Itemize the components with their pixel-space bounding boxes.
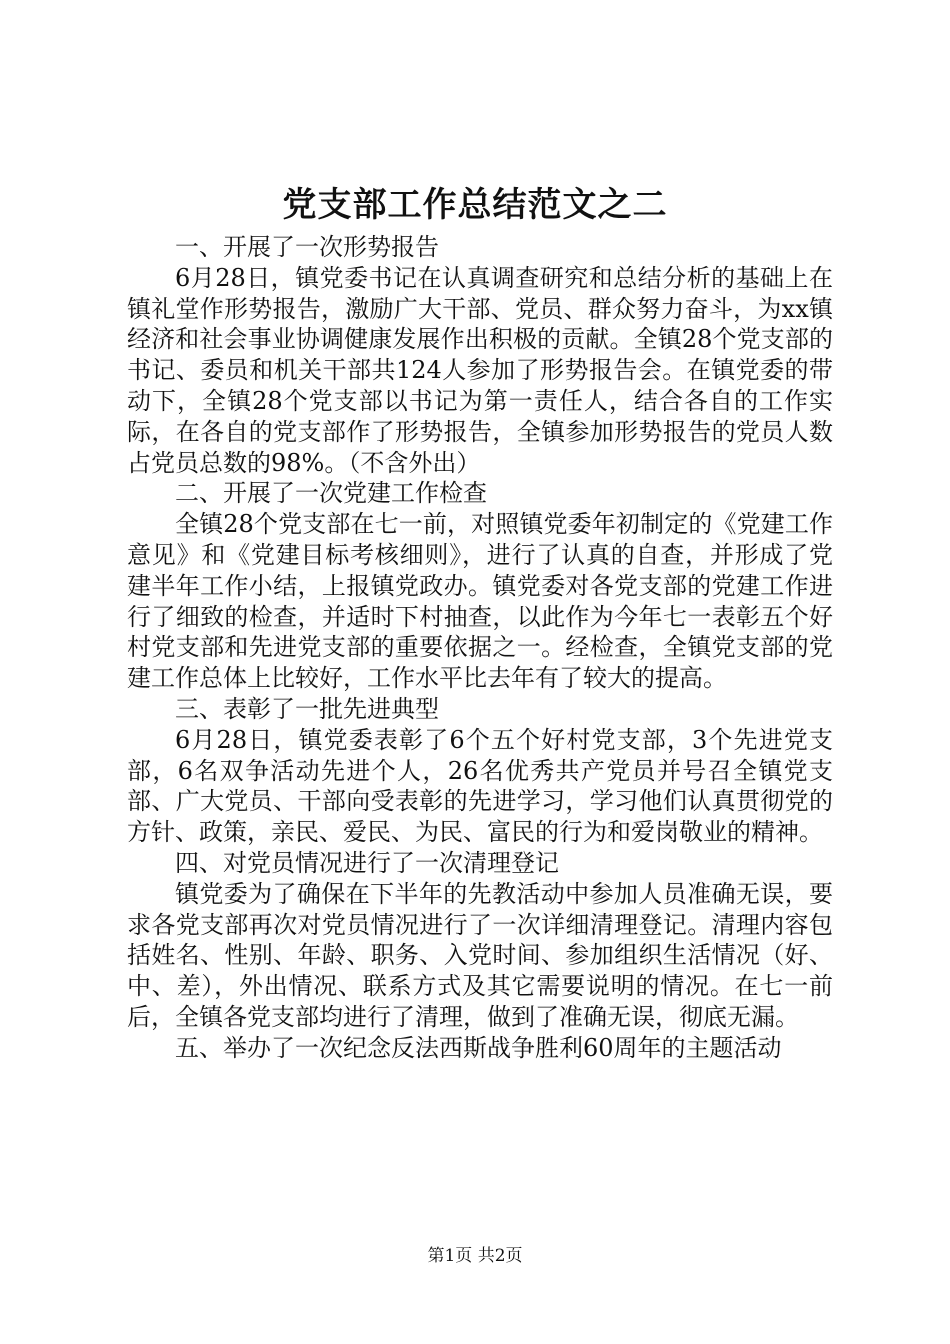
section-heading-4: 四、对党员情况进行了一次清理登记	[175, 848, 559, 877]
section-paragraph-2: 全镇28个党支部在七一前，对照镇党委年初制定的《党建工作意见》和《党建目标考核细则》，进行了认真的自查，并形成了党建半年工作小结，上报镇党政办。镇党委对各党支部的党建工作进行了细致的检查，并适时下村抽查，以此作为今年七一表彰五个好村党支部和先进党支部的重要依据之一。经检查，全镇党支部的党建工作总体上比较好，工作水平比去年有了较大的提高。	[127, 510, 833, 693]
section-heading-2: 二、开展了一次党建工作检查	[175, 479, 487, 508]
section-heading-1: 一、开展了一次形势报告	[175, 233, 439, 261]
page-footer: 第1页 共2页	[427, 1246, 523, 1266]
section-heading-5: 五、举办了一次纪念反法西斯战争胜利60周年的主题活动	[175, 1033, 782, 1062]
document-title: 党支部工作总结范文之二	[282, 185, 668, 225]
section-paragraph-1: 6月28日，镇党委书记在认真调查研究和总结分析的基础上在镇礼堂作形势报告，激励广大干部、党员、群众努力奋斗，为xx镇经济和社会事业协调健康发展作出积极的贡献。全镇28个党支部的书记、委员和机关干部共124人参加了形势报告会。在镇党委的带动下，全镇28个党支部以书记为第一责任人，结合各自的工作实际，在各自的党支部作了形势报告，全镇参加形势报告的党员人数占党员总数的98%。（不含外出）	[127, 263, 833, 477]
document-body	[127, 232, 833, 1064]
section-heading-3: 三、表彰了一批先进典型	[175, 694, 439, 723]
section-paragraph-3: 6月28日，镇党委表彰了6个五个好村党支部，3个先进党支部，6名双争活动先进个人，26名优秀共产党员并号召全镇党支部、广大党员、干部向受表彰的先进学习，学习他们认真贯彻党的方针、政策，亲民、爱民、为民、富民的行为和爱岗敬业的精神。	[127, 725, 833, 847]
section-paragraph-4: 镇党委为了确保在下半年的先教活动中参加人员准确无误，要求各党支部再次对党员情况进行了一次详细清理登记。清理内容包括姓名、性别、年龄、职务、入党时间、参加组织生活情况（好、中、差），外出情况、联系方式及其它需要说明的情况。在七一前后，全镇各党支部均进行了清理，做到了准确无误，彻底无漏。	[127, 879, 833, 1031]
